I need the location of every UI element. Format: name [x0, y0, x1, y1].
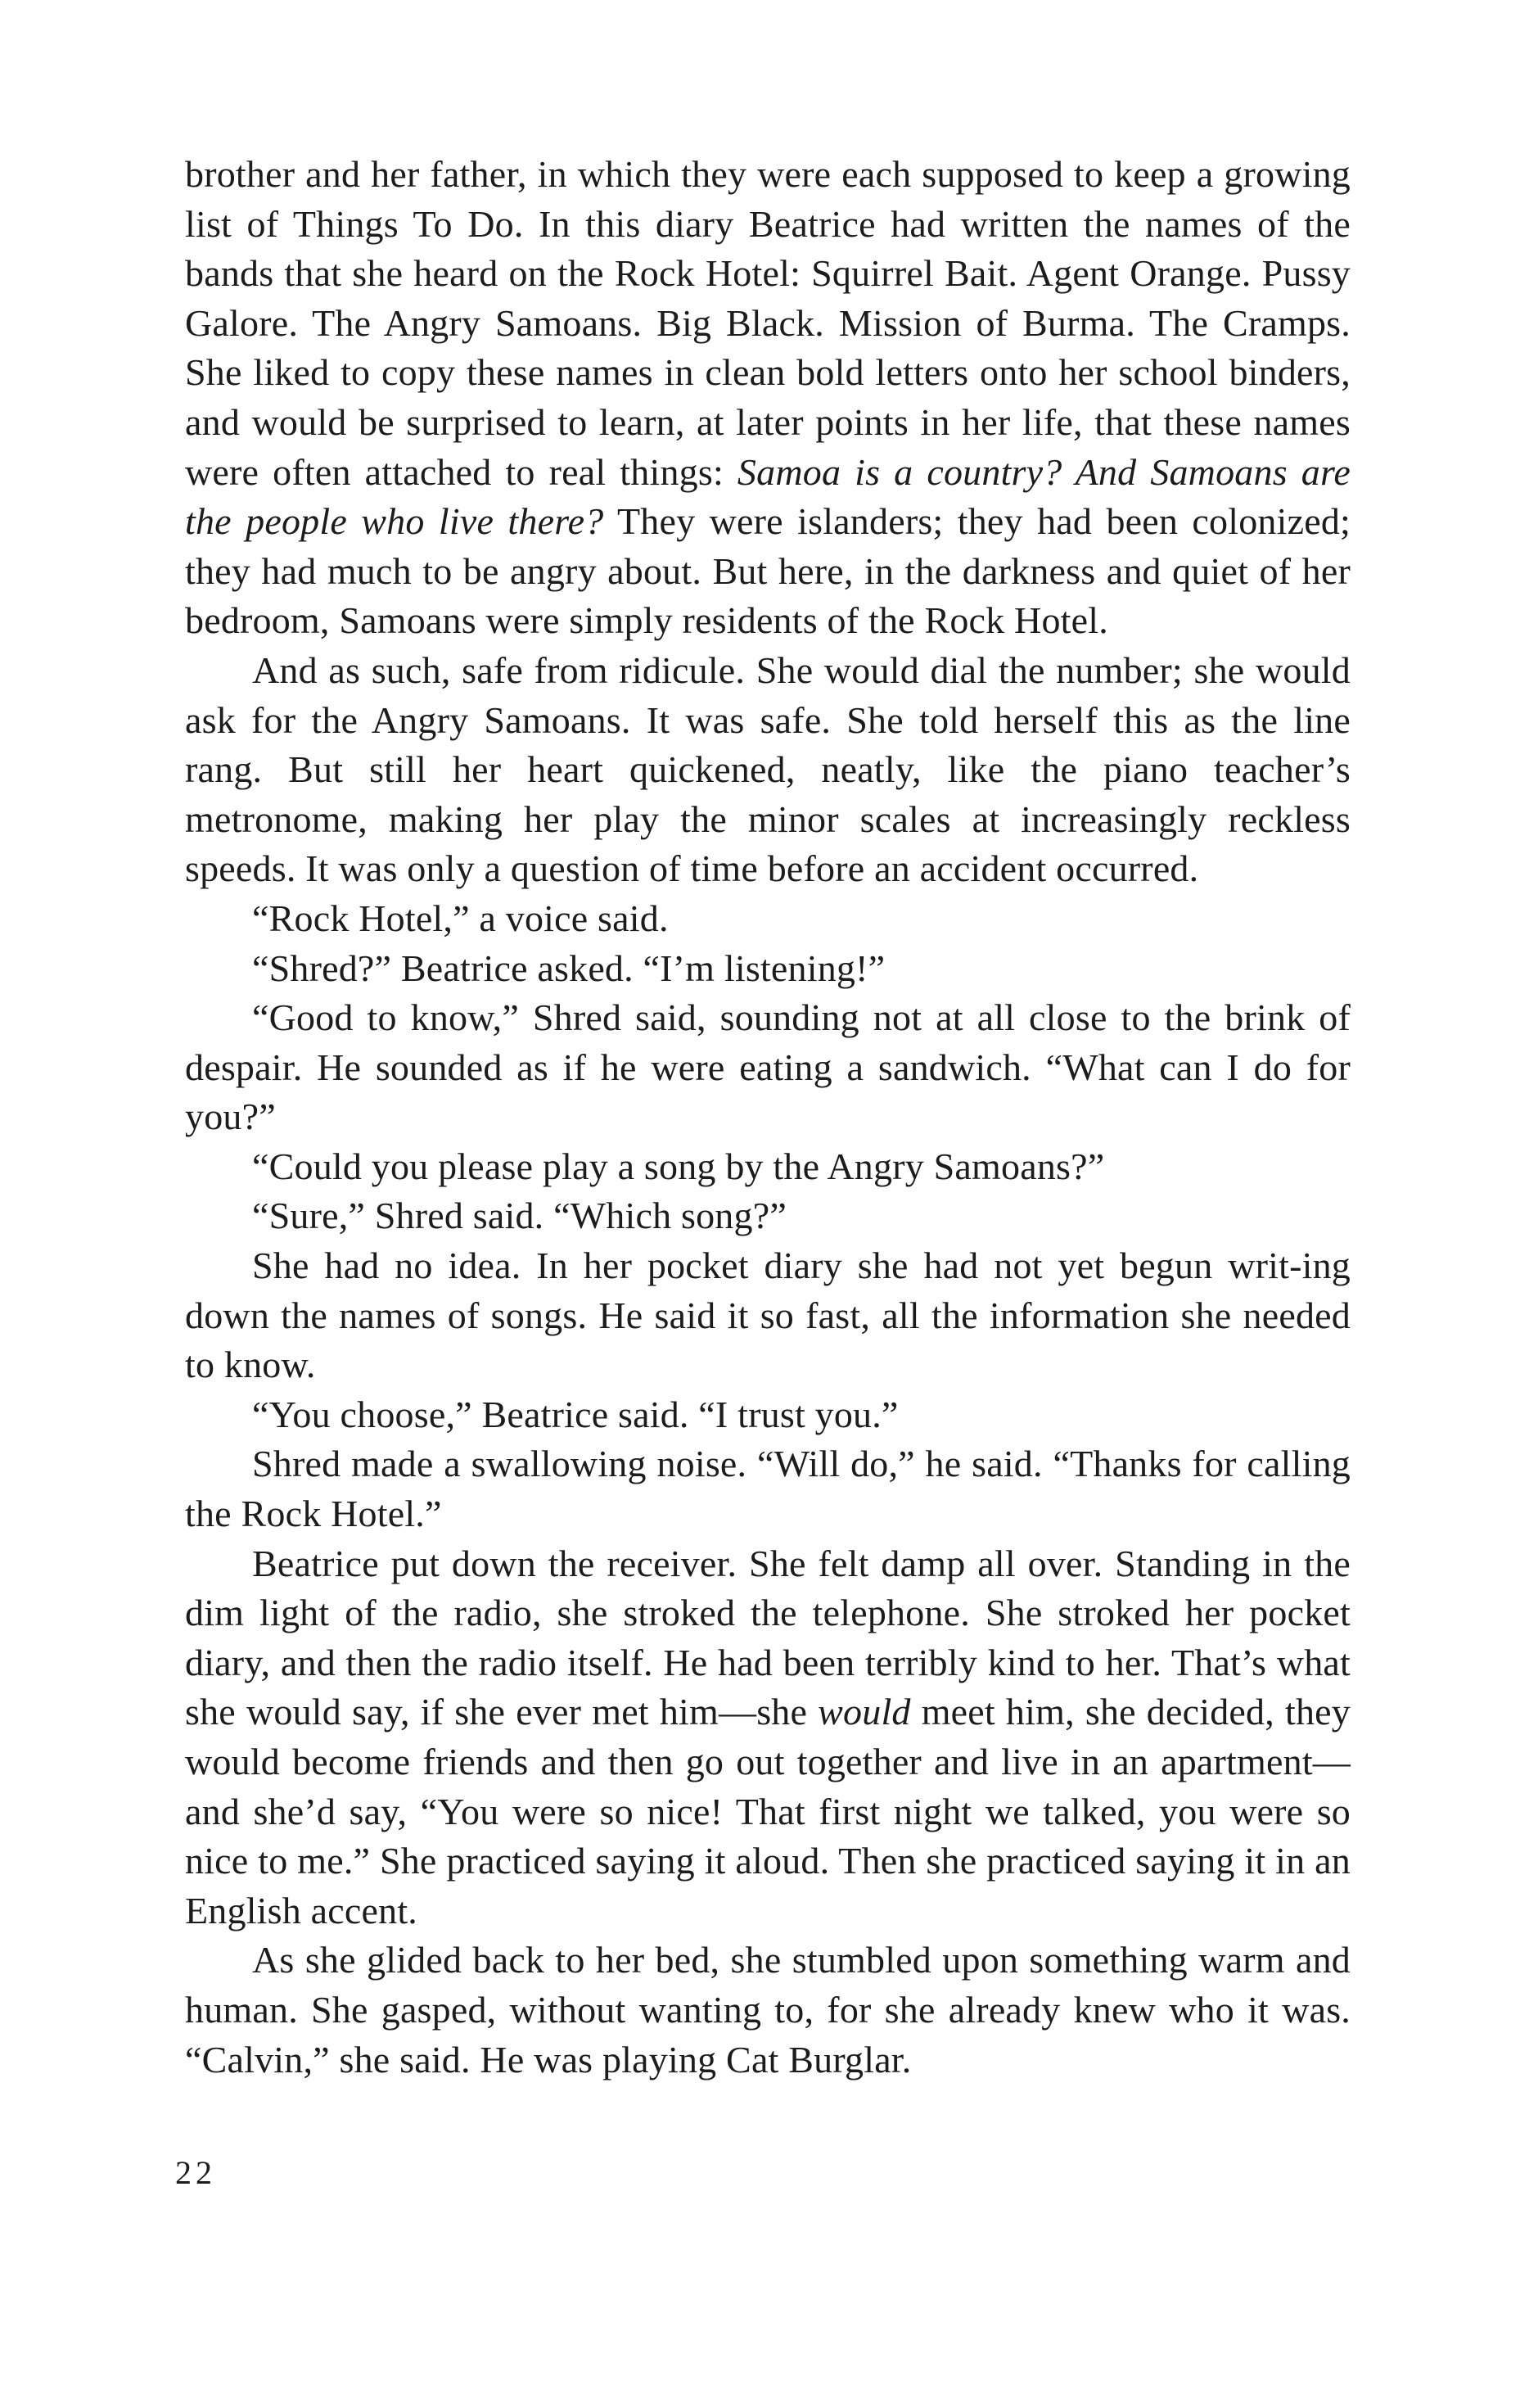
- dialogue-line: [185, 1390, 1351, 1440]
- text-segment: “Sure,” Shred said. “Which song?”: [252, 1195, 787, 1237]
- text-segment: meet him, she decided, they would become friends and then go out together and live in an apartment—and she’d say, “You were so nice! That first night we talked, you were so nice to me.” She practiced saying it aloud. Then she practiced saying it in an English accent.: [185, 1691, 1351, 1931]
- text-segment: “You choose,” Beatrice said. “I trust you.”: [252, 1393, 899, 1435]
- paragraph: [185, 646, 1351, 894]
- italic-text-segment: would: [818, 1691, 911, 1733]
- text-segment: “Rock Hotel,” a voice said.: [252, 897, 669, 939]
- page-number: 22: [175, 2154, 216, 2191]
- dialogue-line: [185, 1142, 1351, 1192]
- paragraph: [185, 1439, 1351, 1538]
- italic-text-segment: Samoa is a country? And Samoans are the people who live there?: [185, 450, 1351, 543]
- body-text: [185, 150, 1351, 2085]
- paragraph: [185, 1539, 1351, 1936]
- text-segment: Shred made a swallowing noise. “Will do,” he said. “Thanks for calling the Rock Hotel.”: [185, 1443, 1351, 1535]
- text-segment: As she glided back to her bed, she stumbled upon something warm and human. She gasped, without wanting to, for she already knew who it was. “Calvin,” she said. He was playing Cat Burglar.: [185, 1939, 1351, 2080]
- text-segment: They were islanders; they had been colonized; they had much to be angry about. But here, in the darkness and quiet of her bedroom, Samoans were simply residents of the Rock Hotel.: [185, 500, 1351, 642]
- text-segment: And as such, safe from ridicule. She would dial the number; she would ask for the Angry Samoans. It was safe. She told herself this as the line rang. But still her heart quickened, neatly, like the piano teacher’s metronome, making her play the minor scales at increasingly reckless speeds. It was only a question of time before an accident occurred.: [185, 648, 1351, 890]
- paragraph: [185, 150, 1351, 646]
- text-segment: “Could you please play a song by the Angry Samoans?”: [252, 1145, 1105, 1187]
- text-segment: Beatrice put down the receiver. She felt damp all over. Standing in the dim light of the radio, she stroked the telephone. She stroked her pocket diary, and then the radio itself. He had been terribly kind to her. That’s what she would say, if she ever met him—she: [185, 1542, 1351, 1733]
- dialogue-line: [185, 944, 1351, 994]
- paragraph: [185, 993, 1351, 1142]
- text-segment: brother and her father, in which they were each supposed to keep a growing list of Things To Do. In this diary Beatrice had written the names of the bands that she heard on the Rock Hotel: Squirrel Bait. Agent Orange. Pussy Galore. The Angry Samoans. Big Black. Mission of Burma. The Cramps. She liked to copy these names in clean bold letters onto her school binders, and would be surprised to learn, at later points in her life, that these names were often attached to real things:: [185, 153, 1351, 493]
- paragraph: [185, 1936, 1351, 2085]
- text-segment: She had no idea. In her pocket diary she had not yet begun writ-ing down the names of songs. He said it so fast, all the information she needed to know.: [185, 1245, 1351, 1386]
- paragraph: [185, 1241, 1351, 1390]
- text-segment: “Shred?” Beatrice asked. “I’m listening!”: [252, 946, 886, 989]
- text-segment: “Good to know,” Shred said, sounding not at all close to the brink of despair. He sounded as if he were eating a sandwich. “What can I do for you?”: [185, 996, 1351, 1138]
- dialogue-line: [185, 894, 1351, 944]
- dialogue-line: [185, 1191, 1351, 1241]
